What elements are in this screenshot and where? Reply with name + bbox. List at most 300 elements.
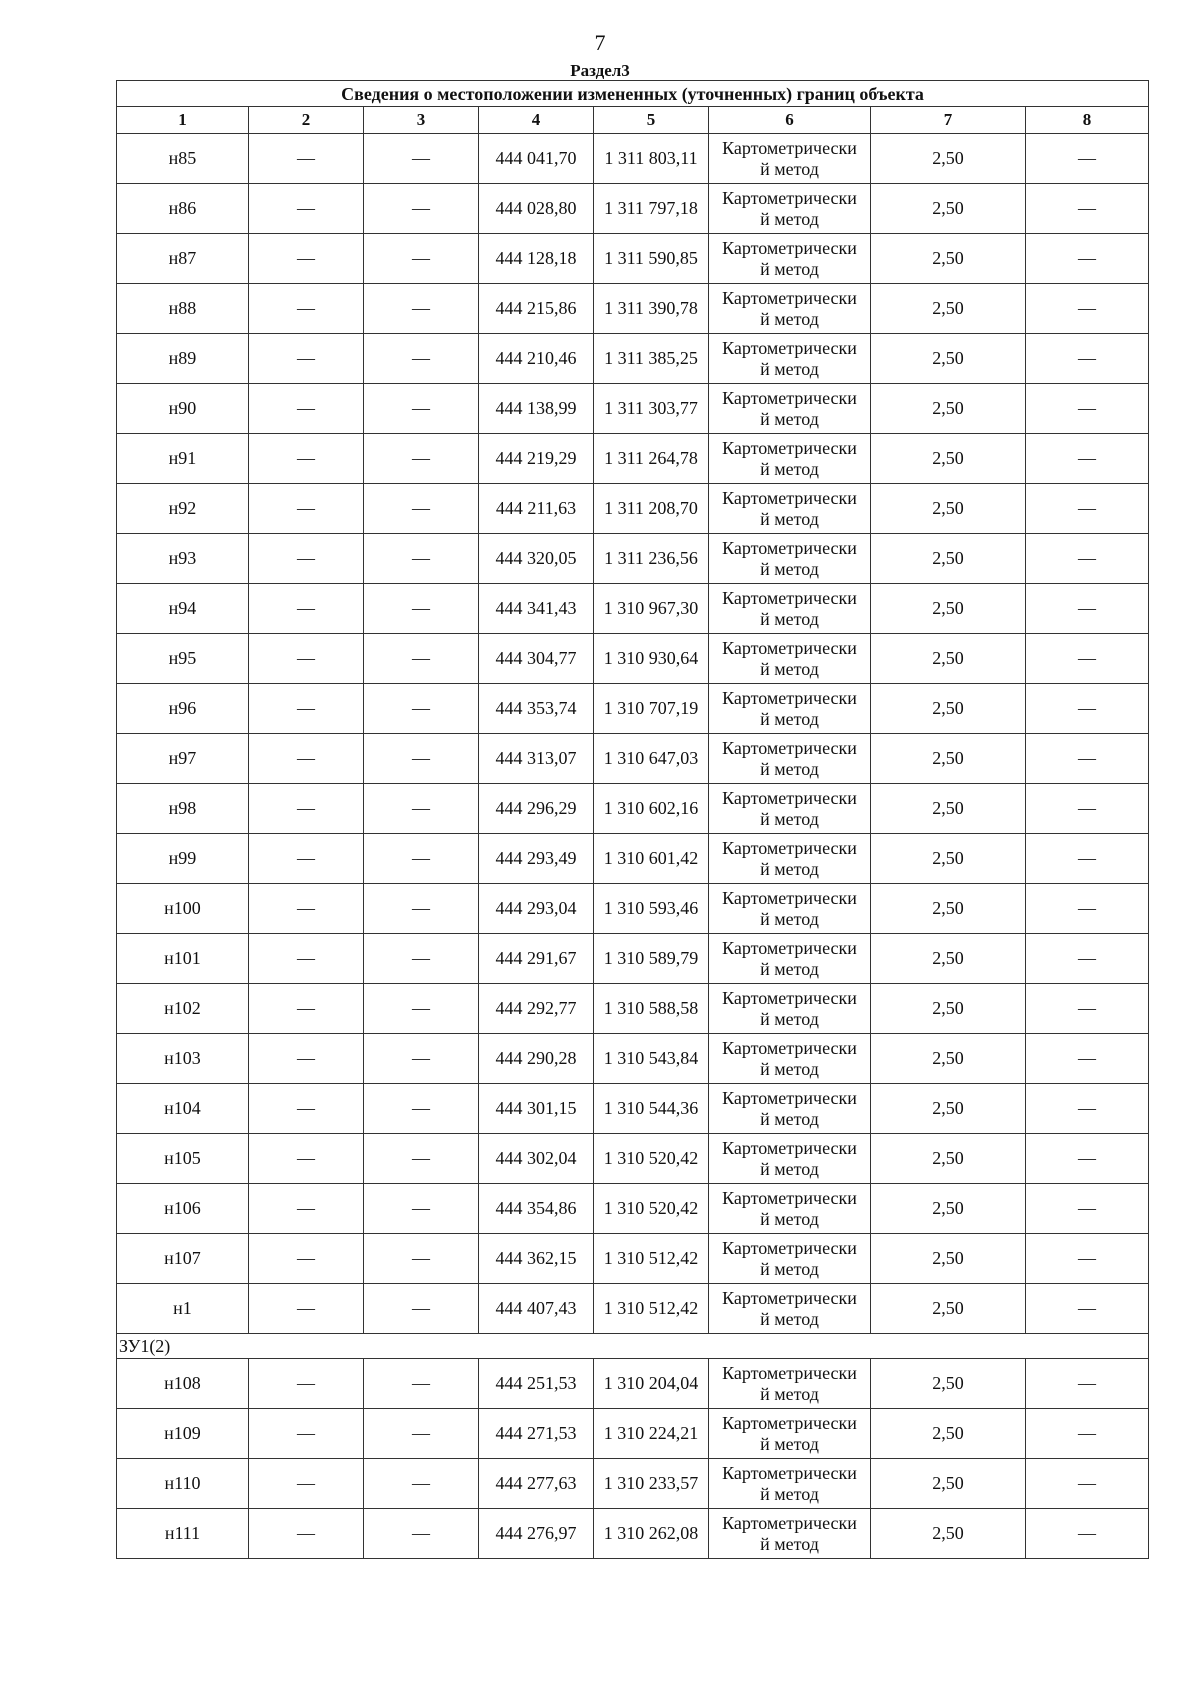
method-cell: [709, 1459, 871, 1509]
column-3-cell: —: [364, 434, 479, 484]
method-text-line2: й метод: [760, 858, 819, 879]
y-coordinate-cell: 1 310 588,58: [594, 984, 709, 1034]
x-coordinate-cell: 444 407,43: [479, 1284, 594, 1334]
x-coordinate-cell: 444 251,53: [479, 1359, 594, 1409]
method-cell: [709, 484, 871, 534]
method-text-line2: й метод: [760, 1258, 819, 1279]
column-header: 5: [594, 107, 709, 134]
x-coordinate-cell: 444 291,67: [479, 934, 594, 984]
x-coordinate-cell: 444 320,05: [479, 534, 594, 584]
x-coordinate-cell: 444 290,28: [479, 1034, 594, 1084]
column-3-cell: —: [364, 484, 479, 534]
column-8-cell: —: [1026, 1284, 1149, 1334]
column-2-cell: —: [249, 334, 364, 384]
method-cell: [709, 1234, 871, 1284]
column-2-cell: —: [249, 1509, 364, 1559]
column-3-cell: —: [364, 534, 479, 584]
table-row: [117, 184, 1149, 234]
column-8-cell: —: [1026, 984, 1149, 1034]
accuracy-cell: 2,50: [871, 1034, 1026, 1084]
point-name-cell: н94: [117, 584, 249, 634]
point-name-cell: н103: [117, 1034, 249, 1084]
table-row: [117, 384, 1149, 434]
table-row: [117, 1134, 1149, 1184]
point-name-cell: н109: [117, 1409, 249, 1459]
table-row: [117, 1459, 1149, 1509]
method-cell: [709, 234, 871, 284]
accuracy-cell: 2,50: [871, 584, 1026, 634]
method-text-line2: й метод: [760, 208, 819, 229]
point-name-cell: н106: [117, 1184, 249, 1234]
method-text-line2: й метод: [760, 258, 819, 279]
method-text-line1: Картометрически: [722, 1462, 857, 1483]
table-row: [117, 734, 1149, 784]
y-coordinate-cell: 1 311 264,78: [594, 434, 709, 484]
accuracy-cell: 2,50: [871, 934, 1026, 984]
method-cell: [709, 1284, 871, 1334]
x-coordinate-cell: 444 301,15: [479, 1084, 594, 1134]
method-text-line1: Картометрически: [722, 587, 857, 608]
method-text-line1: Картометрически: [722, 287, 857, 308]
column-2-cell: —: [249, 784, 364, 834]
method-cell: [709, 334, 871, 384]
table-row: [117, 884, 1149, 934]
y-coordinate-cell: 1 311 208,70: [594, 484, 709, 534]
method-cell: [709, 1084, 871, 1134]
x-coordinate-cell: 444 292,77: [479, 984, 594, 1034]
point-name-cell: н104: [117, 1084, 249, 1134]
column-3-cell: —: [364, 784, 479, 834]
accuracy-cell: 2,50: [871, 1134, 1026, 1184]
point-name-cell: н108: [117, 1359, 249, 1409]
method-text-line1: Картометрически: [722, 1137, 857, 1158]
column-8-cell: —: [1026, 834, 1149, 884]
table-row: [117, 234, 1149, 284]
point-name-cell: н102: [117, 984, 249, 1034]
method-text-line2: й метод: [760, 358, 819, 379]
y-coordinate-cell: 1 310 204,04: [594, 1359, 709, 1409]
column-8-cell: —: [1026, 1509, 1149, 1559]
x-coordinate-cell: 444 313,07: [479, 734, 594, 784]
method-cell: [709, 984, 871, 1034]
accuracy-cell: 2,50: [871, 684, 1026, 734]
accuracy-cell: 2,50: [871, 434, 1026, 484]
table-row: [117, 1284, 1149, 1334]
table-row: [117, 584, 1149, 634]
column-3-cell: —: [364, 1084, 479, 1134]
table-row: [117, 1084, 1149, 1134]
table-row: [117, 684, 1149, 734]
column-header: 3: [364, 107, 479, 134]
column-3-cell: —: [364, 1034, 479, 1084]
table-row: [117, 1409, 1149, 1459]
table-row: [117, 1509, 1149, 1559]
table-row: [117, 834, 1149, 884]
table-row: [117, 134, 1149, 184]
method-text-line1: Картометрически: [722, 437, 857, 458]
method-cell: [709, 384, 871, 434]
column-2-cell: —: [249, 884, 364, 934]
y-coordinate-cell: 1 311 390,78: [594, 284, 709, 334]
column-2-cell: —: [249, 1409, 364, 1459]
x-coordinate-cell: 444 271,53: [479, 1409, 594, 1459]
accuracy-cell: 2,50: [871, 834, 1026, 884]
column-header: 2: [249, 107, 364, 134]
method-text-line1: Картометрически: [722, 987, 857, 1008]
column-3-cell: —: [364, 1284, 479, 1334]
x-coordinate-cell: 444 128,18: [479, 234, 594, 284]
column-3-cell: —: [364, 1234, 479, 1284]
column-8-cell: —: [1026, 634, 1149, 684]
table-row: [117, 284, 1149, 334]
column-3-cell: —: [364, 634, 479, 684]
method-text-line1: Картометрически: [722, 1412, 857, 1433]
column-8-cell: —: [1026, 1134, 1149, 1184]
column-8-cell: —: [1026, 1184, 1149, 1234]
method-cell: [709, 534, 871, 584]
x-coordinate-cell: 444 276,97: [479, 1509, 594, 1559]
point-name-cell: н90: [117, 384, 249, 434]
table-row: [117, 1184, 1149, 1234]
method-cell: [709, 134, 871, 184]
point-name-cell: н95: [117, 634, 249, 684]
method-text-line1: Картометрически: [722, 1037, 857, 1058]
method-text-line1: Картометрически: [722, 337, 857, 358]
method-text-line2: й метод: [760, 508, 819, 529]
column-8-cell: —: [1026, 284, 1149, 334]
method-cell: [709, 1134, 871, 1184]
method-text-line1: Картометрически: [722, 637, 857, 658]
column-8-cell: —: [1026, 934, 1149, 984]
column-8-cell: —: [1026, 1459, 1149, 1509]
point-name-cell: н96: [117, 684, 249, 734]
method-text-line2: й метод: [760, 458, 819, 479]
column-2-cell: —: [249, 1359, 364, 1409]
method-cell: [709, 1184, 871, 1234]
x-coordinate-cell: 444 028,80: [479, 184, 594, 234]
y-coordinate-cell: 1 310 647,03: [594, 734, 709, 784]
point-name-cell: н1: [117, 1284, 249, 1334]
accuracy-cell: 2,50: [871, 1459, 1026, 1509]
method-text-line2: й метод: [760, 1008, 819, 1029]
y-coordinate-cell: 1 310 262,08: [594, 1509, 709, 1559]
column-8-cell: —: [1026, 384, 1149, 434]
column-header: 4: [479, 107, 594, 134]
table-row: [117, 634, 1149, 684]
method-text-line2: й метод: [760, 1158, 819, 1179]
column-3-cell: —: [364, 834, 479, 884]
point-name-cell: н88: [117, 284, 249, 334]
method-text-line1: Картометрически: [722, 1287, 857, 1308]
column-8-cell: —: [1026, 734, 1149, 784]
column-3-cell: —: [364, 1459, 479, 1509]
x-coordinate-cell: 444 219,29: [479, 434, 594, 484]
accuracy-cell: 2,50: [871, 734, 1026, 784]
y-coordinate-cell: 1 310 224,21: [594, 1409, 709, 1459]
method-cell: [709, 1409, 871, 1459]
column-8-cell: —: [1026, 684, 1149, 734]
column-2-cell: —: [249, 134, 364, 184]
y-coordinate-cell: 1 310 601,42: [594, 834, 709, 884]
column-2-cell: —: [249, 384, 364, 434]
column-3-cell: —: [364, 1359, 479, 1409]
x-coordinate-cell: 444 210,46: [479, 334, 594, 384]
y-coordinate-cell: 1 311 385,25: [594, 334, 709, 384]
column-2-cell: —: [249, 434, 364, 484]
method-cell: [709, 1034, 871, 1084]
method-text-line1: Картометрически: [722, 387, 857, 408]
method-text-line2: й метод: [760, 1108, 819, 1129]
column-2-cell: —: [249, 684, 364, 734]
y-coordinate-cell: 1 310 707,19: [594, 684, 709, 734]
column-2-cell: —: [249, 1234, 364, 1284]
column-8-cell: —: [1026, 434, 1149, 484]
point-name-cell: н85: [117, 134, 249, 184]
accuracy-cell: 2,50: [871, 1184, 1026, 1234]
column-8-cell: —: [1026, 334, 1149, 384]
method-text-line2: й метод: [760, 158, 819, 179]
y-coordinate-cell: 1 310 602,16: [594, 784, 709, 834]
accuracy-cell: 2,50: [871, 1409, 1026, 1459]
point-name-cell: н91: [117, 434, 249, 484]
column-8-cell: —: [1026, 584, 1149, 634]
point-name-cell: н107: [117, 1234, 249, 1284]
column-2-cell: —: [249, 934, 364, 984]
method-text-line2: й метод: [760, 958, 819, 979]
y-coordinate-cell: 1 311 236,56: [594, 534, 709, 584]
x-coordinate-cell: 444 362,15: [479, 1234, 594, 1284]
column-header: 7: [871, 107, 1026, 134]
method-text-line1: Картометрически: [722, 537, 857, 558]
accuracy-cell: 2,50: [871, 184, 1026, 234]
page-number: 7: [594, 30, 606, 55]
method-cell: [709, 1359, 871, 1409]
column-8-cell: —: [1026, 234, 1149, 284]
column-3-cell: —: [364, 284, 479, 334]
y-coordinate-cell: 1 310 593,46: [594, 884, 709, 934]
boundary-coordinates-table: [116, 80, 1149, 1559]
column-3-cell: —: [364, 134, 479, 184]
column-2-cell: —: [249, 234, 364, 284]
table-row: [117, 934, 1149, 984]
method-text-line1: Картометрически: [722, 837, 857, 858]
column-2-cell: —: [249, 184, 364, 234]
method-text-line1: Картометрически: [722, 737, 857, 758]
column-3-cell: —: [364, 984, 479, 1034]
table-row: [117, 484, 1149, 534]
y-coordinate-cell: 1 310 967,30: [594, 584, 709, 634]
column-2-cell: —: [249, 534, 364, 584]
x-coordinate-cell: 444 304,77: [479, 634, 594, 684]
method-cell: [709, 1509, 871, 1559]
point-name-cell: н92: [117, 484, 249, 534]
method-cell: [709, 634, 871, 684]
column-8-cell: —: [1026, 1034, 1149, 1084]
group-row: [117, 1334, 1149, 1359]
column-3-cell: —: [364, 934, 479, 984]
column-header: 6: [709, 107, 871, 134]
accuracy-cell: 2,50: [871, 984, 1026, 1034]
column-2-cell: —: [249, 1284, 364, 1334]
column-header: 8: [1026, 107, 1149, 134]
column-2-cell: —: [249, 1034, 364, 1084]
section-title: Раздел3: [570, 61, 630, 80]
x-coordinate-cell: 444 293,04: [479, 884, 594, 934]
accuracy-cell: 2,50: [871, 1234, 1026, 1284]
table-row: [117, 434, 1149, 484]
method-text-line1: Картометрически: [722, 687, 857, 708]
column-number-row: [117, 107, 1149, 134]
column-3-cell: —: [364, 384, 479, 434]
table-row: [117, 1234, 1149, 1284]
column-8-cell: —: [1026, 784, 1149, 834]
column-8-cell: —: [1026, 134, 1149, 184]
point-name-cell: н97: [117, 734, 249, 784]
y-coordinate-cell: 1 311 303,77: [594, 384, 709, 434]
column-3-cell: —: [364, 884, 479, 934]
method-text-line1: Картометрически: [722, 937, 857, 958]
point-name-cell: н99: [117, 834, 249, 884]
table-row: [117, 784, 1149, 834]
method-text-line2: й метод: [760, 1208, 819, 1229]
x-coordinate-cell: 444 353,74: [479, 684, 594, 734]
method-text-line2: й метод: [760, 1483, 819, 1504]
column-header: 1: [117, 107, 249, 134]
method-text-line2: й метод: [760, 708, 819, 729]
y-coordinate-cell: 1 310 512,42: [594, 1234, 709, 1284]
accuracy-cell: 2,50: [871, 884, 1026, 934]
accuracy-cell: 2,50: [871, 784, 1026, 834]
accuracy-cell: 2,50: [871, 484, 1026, 534]
method-cell: [709, 884, 871, 934]
method-text-line2: й метод: [760, 308, 819, 329]
y-coordinate-cell: 1 310 512,42: [594, 1284, 709, 1334]
table-row: [117, 1034, 1149, 1084]
method-text-line2: й метод: [760, 1058, 819, 1079]
y-coordinate-cell: 1 310 520,42: [594, 1134, 709, 1184]
column-2-cell: —: [249, 1184, 364, 1234]
method-text-line1: Картометрически: [722, 1187, 857, 1208]
point-name-cell: н93: [117, 534, 249, 584]
column-3-cell: —: [364, 184, 479, 234]
column-8-cell: —: [1026, 184, 1149, 234]
accuracy-cell: 2,50: [871, 234, 1026, 284]
point-name-cell: н86: [117, 184, 249, 234]
y-coordinate-cell: 1 311 797,18: [594, 184, 709, 234]
accuracy-cell: 2,50: [871, 1509, 1026, 1559]
table-row: [117, 1359, 1149, 1409]
column-8-cell: —: [1026, 484, 1149, 534]
column-3-cell: —: [364, 234, 479, 284]
method-text-line2: й метод: [760, 608, 819, 629]
method-cell: [709, 734, 871, 784]
group-label: ЗУ1(2): [117, 1334, 1149, 1359]
accuracy-cell: 2,50: [871, 334, 1026, 384]
y-coordinate-cell: 1 310 233,57: [594, 1459, 709, 1509]
column-3-cell: —: [364, 334, 479, 384]
y-coordinate-cell: 1 310 543,84: [594, 1034, 709, 1084]
column-2-cell: —: [249, 484, 364, 534]
column-2-cell: —: [249, 984, 364, 1034]
accuracy-cell: 2,50: [871, 1084, 1026, 1134]
x-coordinate-cell: 444 302,04: [479, 1134, 594, 1184]
column-8-cell: —: [1026, 884, 1149, 934]
point-name-cell: н98: [117, 784, 249, 834]
point-name-cell: н101: [117, 934, 249, 984]
column-8-cell: —: [1026, 1234, 1149, 1284]
column-3-cell: —: [364, 684, 479, 734]
point-name-cell: н89: [117, 334, 249, 384]
x-coordinate-cell: 444 277,63: [479, 1459, 594, 1509]
y-coordinate-cell: 1 311 590,85: [594, 234, 709, 284]
column-8-cell: —: [1026, 1409, 1149, 1459]
point-name-cell: н100: [117, 884, 249, 934]
method-text-line1: Картометрически: [722, 1087, 857, 1108]
column-2-cell: —: [249, 834, 364, 884]
x-coordinate-cell: 444 211,63: [479, 484, 594, 534]
x-coordinate-cell: 444 215,86: [479, 284, 594, 334]
column-3-cell: —: [364, 1134, 479, 1184]
x-coordinate-cell: 444 341,43: [479, 584, 594, 634]
column-3-cell: —: [364, 1409, 479, 1459]
y-coordinate-cell: 1 311 803,11: [594, 134, 709, 184]
method-text-line1: Картометрически: [722, 187, 857, 208]
column-2-cell: —: [249, 634, 364, 684]
accuracy-cell: 2,50: [871, 634, 1026, 684]
method-cell: [709, 584, 871, 634]
x-coordinate-cell: 444 293,49: [479, 834, 594, 884]
table-caption: Сведения о местоположении измененных (уточненных) границ объекта: [117, 81, 1149, 107]
method-cell: [709, 934, 871, 984]
x-coordinate-cell: 444 354,86: [479, 1184, 594, 1234]
column-2-cell: —: [249, 584, 364, 634]
method-cell: [709, 184, 871, 234]
method-text-line1: Картометрически: [722, 137, 857, 158]
method-text-line2: й метод: [760, 658, 819, 679]
method-text-line1: Картометрически: [722, 487, 857, 508]
method-text-line1: Картометрически: [722, 887, 857, 908]
column-8-cell: —: [1026, 1084, 1149, 1134]
accuracy-cell: 2,50: [871, 384, 1026, 434]
x-coordinate-cell: 444 296,29: [479, 784, 594, 834]
column-2-cell: —: [249, 1084, 364, 1134]
x-coordinate-cell: 444 041,70: [479, 134, 594, 184]
method-cell: [709, 834, 871, 884]
accuracy-cell: 2,50: [871, 1359, 1026, 1409]
column-3-cell: —: [364, 1184, 479, 1234]
column-8-cell: —: [1026, 534, 1149, 584]
table-row: [117, 534, 1149, 584]
method-text-line2: й метод: [760, 808, 819, 829]
method-text-line2: й метод: [760, 408, 819, 429]
y-coordinate-cell: 1 310 930,64: [594, 634, 709, 684]
method-text-line1: Картометрически: [722, 1237, 857, 1258]
point-name-cell: н111: [117, 1509, 249, 1559]
method-text-line2: й метод: [760, 758, 819, 779]
column-2-cell: —: [249, 734, 364, 784]
method-cell: [709, 784, 871, 834]
accuracy-cell: 2,50: [871, 534, 1026, 584]
accuracy-cell: 2,50: [871, 284, 1026, 334]
point-name-cell: н105: [117, 1134, 249, 1184]
method-cell: [709, 284, 871, 334]
method-text-line1: Картометрически: [722, 1512, 857, 1533]
method-text-line2: й метод: [760, 1383, 819, 1404]
column-3-cell: —: [364, 584, 479, 634]
column-3-cell: —: [364, 734, 479, 784]
y-coordinate-cell: 1 310 589,79: [594, 934, 709, 984]
column-8-cell: —: [1026, 1359, 1149, 1409]
